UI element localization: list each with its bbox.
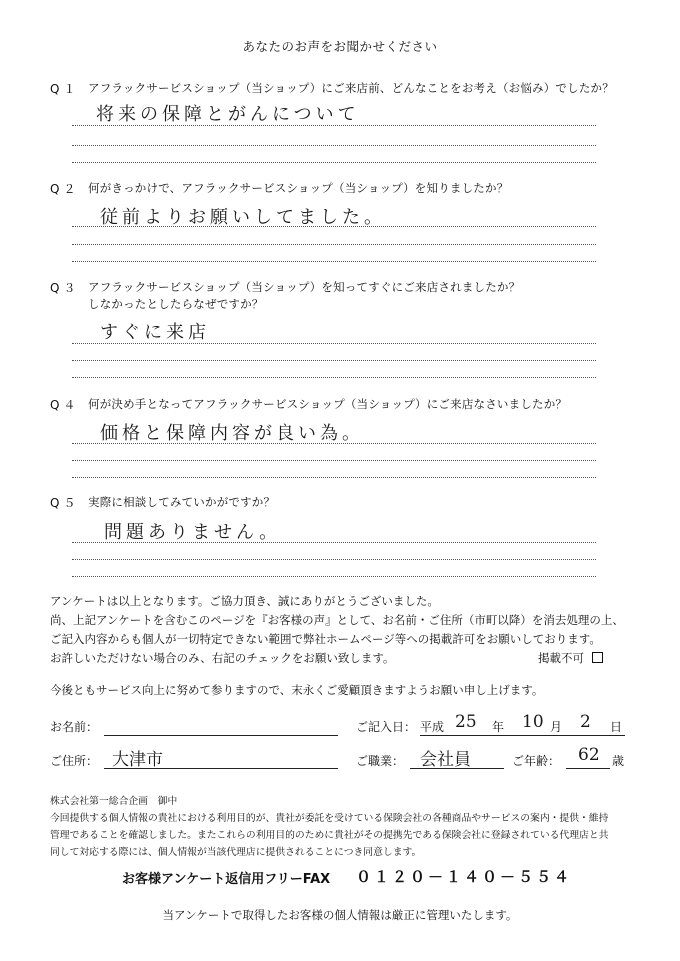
- q2-line-2: [72, 244, 596, 245]
- date-day-value[interactable]: 2: [580, 712, 591, 732]
- q3-line-1: [72, 343, 596, 344]
- q4-line-1: [72, 443, 596, 444]
- name-field[interactable]: [104, 735, 338, 736]
- age-value[interactable]: 62: [578, 745, 600, 765]
- notice-line-1: アンケートは以上となります。ご協力頂き、誠にありがとうございました。: [50, 594, 439, 608]
- q3-text-2: しなかったとしたらなぜですか？: [88, 297, 264, 311]
- q3-label: Q３: [50, 281, 80, 295]
- company-addressee: 株式会社第一総合企画 御中: [50, 796, 178, 807]
- q5-answer[interactable]: 問題ありません。: [104, 522, 282, 543]
- date-era: 平成: [420, 720, 445, 734]
- q4-answer[interactable]: 価格と保障内容が良い為。: [100, 423, 364, 444]
- fax-label: お客様アンケート返信用フリーFAX: [122, 872, 331, 887]
- notice-line-2: 尚、上記アンケートを含むこのページを『お客様の声』として、お名前・ご住所（市町以降）を消去処理の上、: [50, 613, 624, 627]
- q4-label: Q４: [50, 398, 80, 412]
- job-label: ご職業：: [356, 754, 405, 768]
- q5-line-3: [72, 576, 596, 577]
- q2-label: Q２: [50, 182, 80, 196]
- q4-line-3: [72, 477, 596, 478]
- fax-number: ０１２０－１４０－５５４: [356, 868, 573, 886]
- q1-line-2: [72, 145, 596, 146]
- q5-line-2: [72, 559, 596, 560]
- age-unit: 歳: [612, 754, 625, 768]
- job-underline: [410, 768, 504, 769]
- date-day-unit: 日: [610, 720, 623, 734]
- q2-answer[interactable]: 従前よりお願いしてました。: [100, 207, 386, 228]
- footer-privacy-note: 当アンケートで取得したお客様の個人情報は厳正に管理いたします。: [162, 908, 518, 922]
- q3-answer[interactable]: すぐに来店: [100, 322, 210, 343]
- q3-line-3: [72, 377, 596, 378]
- notice-line-4: お許しいただけない場合のみ、右記のチェックをお願い致します。: [50, 651, 395, 665]
- privacy-line-2: 管理であることを確認しました。またこれらの利用目的のために貴社がその提携先である保険会社に登録されている代理店と共: [50, 830, 609, 841]
- no-publish-label: 掲載不可: [538, 651, 584, 665]
- q5-label: Q５: [50, 496, 80, 510]
- address-label: ご住所：: [50, 754, 99, 768]
- q1-label: Q１: [50, 82, 80, 96]
- job-value[interactable]: 会社員: [420, 750, 471, 770]
- q4-text: 何が決め手となってアフラックサービスショップ（当ショップ）にご来店なさいましたか？: [88, 397, 568, 411]
- age-label: ご年齢：: [512, 754, 561, 768]
- q4-line-2: [72, 460, 596, 461]
- q1-line-1: [72, 125, 596, 126]
- age-underline: [566, 768, 610, 769]
- notice-line-3: ご記入内容からも個人が一切特定できない範囲で弊社ホームページ等への掲載許可をお願いしております。: [50, 632, 601, 646]
- date-label: ご記入日：: [356, 720, 417, 734]
- privacy-line-3: 同して対応する際には、個人情報が当該代理店に提供されることにつき同意します。: [50, 847, 422, 858]
- privacy-line-1: 今回提供する個人情報の貴社における利用目的が、貴社が委託を受けている保険会社の各種商品やサービスの案内・提供・維持: [50, 813, 609, 824]
- date-month-unit: 月: [550, 720, 563, 734]
- date-year-value[interactable]: 25: [455, 712, 477, 732]
- address-underline: [104, 768, 338, 769]
- no-publish-option[interactable]: [538, 649, 603, 668]
- q5-text: 実際に相談してみていかがですか？: [88, 495, 276, 509]
- q2-line-3: [72, 261, 596, 262]
- q2-text: 何がきっかけで、アフラックサービスショップ（当ショップ）を知りましたか？: [88, 181, 509, 195]
- address-value[interactable]: 大津市: [112, 750, 163, 770]
- q3-line-2: [72, 360, 596, 361]
- name-label: お名前：: [50, 720, 99, 734]
- closing-message: 今後ともサービス向上に努めて参りますので、末永くご愛顧頂きますようお願い申し上げます。: [50, 683, 544, 697]
- q1-answer[interactable]: 将来の保障とがんについて: [96, 104, 360, 125]
- q5-line-1: [72, 542, 596, 543]
- date-underline: [420, 735, 625, 736]
- q2-line-1: [72, 226, 596, 227]
- q1-text: アフラックサービスショップ（当ショップ）にご来店前、どんなことをお考え（お悩み）でしたか？: [88, 81, 614, 95]
- no-publish-checkbox[interactable]: [592, 652, 603, 663]
- q3-text: アフラックサービスショップ（当ショップ）を知ってすぐにご来店されましたか？: [88, 280, 521, 294]
- form-title: あなたのお声をお聞かせください: [242, 39, 438, 54]
- q1-line-3: [72, 162, 596, 163]
- date-year-unit: 年: [492, 720, 505, 734]
- date-month-value[interactable]: 10: [522, 712, 544, 732]
